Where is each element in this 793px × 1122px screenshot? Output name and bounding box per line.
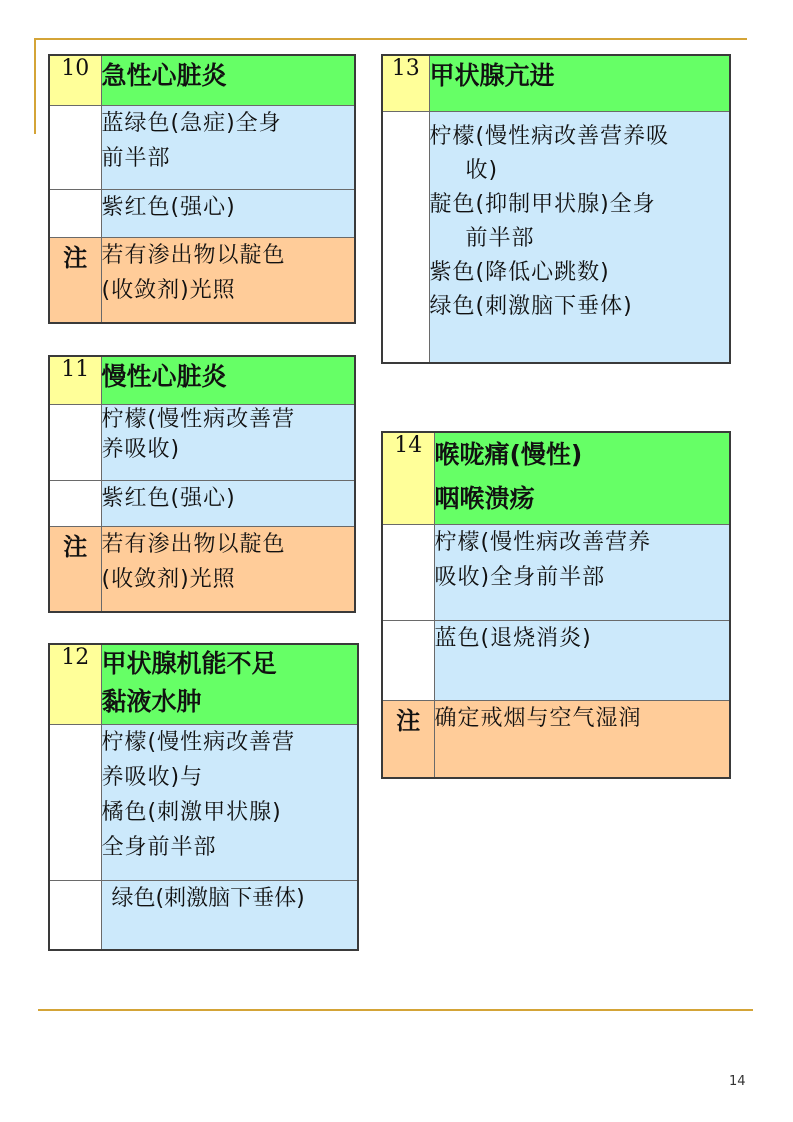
card-title-line: 黏液水肿 — [101, 687, 202, 716]
blank-cell — [49, 724, 101, 880]
note-line: 确定戒烟与空气湿润 — [434, 705, 642, 731]
treatment-line: 蓝绿色(急症)全身 — [101, 110, 282, 136]
note-line: (收敛剂)光照 — [101, 277, 236, 303]
blank-cell — [49, 404, 101, 480]
note-line: 若有渗出物以靛色 — [101, 531, 286, 557]
treatment-cell — [101, 105, 355, 189]
left-rule — [34, 38, 36, 134]
treatment-line: 养吸收)与 — [101, 764, 204, 790]
treatment-cell — [101, 880, 358, 950]
card-title: 慢性心脏炎 — [101, 356, 355, 404]
treatment-line: 全身前半部 — [101, 834, 217, 860]
card-number: 10 — [49, 55, 101, 105]
card-title: 甲状腺亢进 — [429, 55, 730, 111]
blank-cell — [49, 480, 101, 526]
card-title-line: 咽喉溃疡 — [434, 484, 535, 513]
bottom-rule — [38, 1009, 753, 1011]
note-cell — [101, 526, 355, 612]
treatment-line: 柠檬(慢性病改善营 — [101, 406, 296, 432]
treatment-line: 前半部 — [101, 145, 171, 171]
card-title: 急性心脏炎 — [101, 55, 355, 105]
treatment-line: 蓝色(退烧消炎) — [434, 625, 592, 651]
page-number: 14 — [729, 1074, 746, 1089]
treatment-line: 前半部 — [465, 225, 535, 251]
note-line: 若有渗出物以靛色 — [101, 242, 286, 268]
treatment-cell — [434, 524, 730, 620]
card-10 — [48, 54, 356, 324]
treatment-line: 养吸收) — [101, 436, 181, 462]
card-title — [434, 432, 730, 524]
card-number: 11 — [49, 356, 101, 404]
treatment-line: 绿色(刺激脑下垂体) — [429, 293, 633, 319]
treatment-line: 绿色(刺激脑下垂体) — [111, 885, 305, 911]
note-cell — [434, 700, 730, 778]
treatment-line: 紫红色(强心) — [101, 194, 236, 220]
card-number: 12 — [49, 644, 101, 724]
blank-cell — [49, 880, 101, 950]
blank-cell — [382, 620, 434, 700]
card-11 — [48, 355, 356, 613]
top-rule — [35, 38, 747, 40]
card-title — [101, 644, 358, 724]
treatment-cell — [101, 404, 355, 480]
treatment-cell — [434, 620, 730, 700]
note-line: (收敛剂)光照 — [101, 566, 236, 592]
card-13 — [381, 54, 731, 364]
treatment-line: 收) — [465, 157, 499, 183]
treatment-cell — [101, 189, 355, 237]
card-number: 14 — [382, 432, 434, 524]
card-12 — [48, 643, 359, 951]
treatment-line: 橘色(刺激甲状腺) — [101, 799, 282, 825]
card-number: 13 — [382, 55, 429, 111]
treatment-line: 吸收)全身前半部 — [434, 564, 606, 590]
note-mark: 注 — [49, 526, 101, 612]
treatment-line: 紫色(降低心跳数) — [429, 259, 610, 285]
card-title-line: 甲状腺机能不足 — [101, 649, 277, 678]
treatment-cell — [429, 111, 730, 363]
treatment-line: 柠檬(慢性病改善营养吸 — [429, 123, 670, 149]
blank-cell — [49, 105, 101, 189]
note-mark: 注 — [382, 700, 434, 778]
card-title-line: 喉咙痛(慢性) — [434, 440, 583, 469]
note-cell — [101, 237, 355, 323]
treatment-cell — [101, 480, 355, 526]
treatment-line: 柠檬(慢性病改善营养 — [434, 529, 652, 555]
treatment-cell — [101, 724, 358, 880]
treatment-line: 紫红色(强心) — [101, 485, 236, 511]
blank-cell — [49, 189, 101, 237]
blank-cell — [382, 524, 434, 620]
card-14 — [381, 431, 731, 779]
treatment-line: 柠檬(慢性病改善营 — [101, 729, 296, 755]
treatment-line: 靛色(抑制甲状腺)全身 — [429, 191, 656, 217]
blank-cell — [382, 111, 429, 363]
note-mark: 注 — [49, 237, 101, 323]
